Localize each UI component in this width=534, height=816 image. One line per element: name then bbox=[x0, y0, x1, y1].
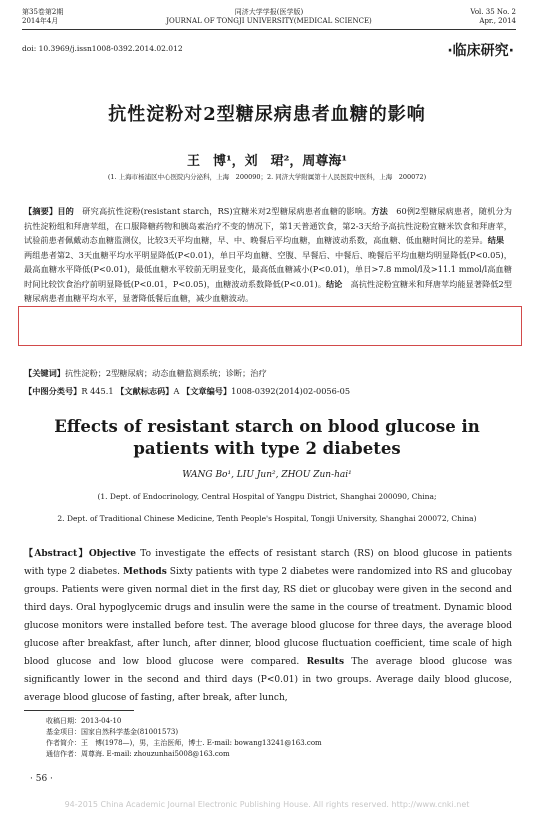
footnote-received: 收稿日期：2013-04-10 bbox=[46, 717, 122, 725]
abstract-en-results-label: Results bbox=[306, 657, 345, 667]
abstract-cn-methods: 60例2型糖尿病患者，随机分为抗性淀粉组和拜唐苹组，在口服降糖药物和胰岛素治疗不变的情况下，第1天普通饮食，第2-3天给予高抗性淀粉宜糖米饮食和拜唐苹，试验前患者佩戴动态血糖监测仪，比较3天平均血糖，早、中、晚餐后平均血糖，血糖波动系数，高血糖、低血糖时间比的差异。 bbox=[24, 206, 512, 245]
volume-en: Vol. 35 No. 2 bbox=[470, 8, 516, 16]
volume-cn: 第35卷第2期 bbox=[22, 8, 64, 16]
abstract-cn-lead: 【摘要】 bbox=[24, 206, 58, 216]
title-en bbox=[0, 416, 534, 460]
title-en-line-2: patients with type 2 diabetes bbox=[133, 439, 401, 458]
keywords-cn-text: 抗性淀粉；2型糖尿病；动态血糖监测系统；诊断；治疗 bbox=[64, 368, 267, 378]
doi: doi: 10.3969/j.issn1008-0392.2014.02.012 bbox=[22, 44, 183, 53]
date-cn: 2014年4月 bbox=[22, 17, 59, 25]
affiliation-cn: (1. 上海市杨浦区中心医院内分泌科，上海 200090；2. 同济大学附属第十人民医院中医科，上海 200072) bbox=[107, 173, 427, 181]
keywords-cn-label: 【关键词】 bbox=[24, 368, 65, 378]
header-journal bbox=[22, 8, 516, 26]
header-volume-en bbox=[470, 8, 516, 26]
title-en-line-1: Effects of resistant starch on blood glucose in bbox=[54, 417, 480, 436]
article-no-label: 【文章编号】 bbox=[182, 386, 232, 396]
abstract-cn-results: 两组患者第2、3天血糖平均水平明显降低(P<0.01)，单日平均血糖、空腹、早餐后、中餐后、晚餐后平均血糖均明显降低(P<0.05)，最高血糖水平降低(P<0.01)，最低血糖水平较前无明显变化，最高低血糖减小(P<0.01)，单日>7.8 mmol/l及>11.1 mmol/l高血糖时间比较饮食治疗前明显降低(P<0.01，P<0.05)，血糖波动系数降低(P<0.01)。 bbox=[24, 235, 513, 289]
keywords-cn bbox=[24, 368, 267, 379]
cnki-watermark: 94-2015 China Academic Journal Electronic Publishing House. All rights reserved. http://www.cnki.net bbox=[64, 800, 470, 809]
abstract-en-lead: 【Abstract】 bbox=[24, 549, 89, 559]
abstract-cn-objective: 研究高抗性淀粉(resistant starch，RS)宜糖米对2型糖尿病患者血糖的影响。 bbox=[73, 206, 372, 216]
classification-cn bbox=[24, 386, 350, 397]
footnote-funding: 基金项目：国家自然科学基金(81001573) bbox=[46, 728, 179, 736]
abstract-cn-results-label: 结果 bbox=[487, 235, 505, 245]
abstract-cn-methods-label: 方法 bbox=[371, 206, 388, 216]
title-cn: 抗性淀粉对2型糖尿病患者血糖的影响 bbox=[108, 104, 426, 125]
footnote-author-bio: 作者简介：王 博(1978—)，男，主治医师，博士. E-mail: bowang13241@163.com bbox=[46, 739, 322, 747]
doc-code-label: 【文献标志码】 bbox=[116, 386, 174, 396]
affiliation-en-2: 2. Dept. of Traditional Chinese Medicine, Tenth People's Hospital, Tongji University, Shanghai 200072, China) bbox=[57, 514, 477, 523]
authors-cn: 王 博¹，刘 珺²，周尊海¹ bbox=[186, 154, 348, 169]
abstract-en bbox=[24, 545, 512, 707]
doc-code-value: A bbox=[173, 386, 180, 396]
abstract-en-results: The average blood glucose was significantly lower in the second and third days (P<0.01) in two groups. Average daily blood glucose, average blood glucose of fasting, after break, after lunch, bbox=[24, 657, 512, 703]
journal-header bbox=[22, 8, 516, 30]
journal-name-cn: 同济大学学报(医学版) bbox=[234, 8, 304, 16]
date-en: Apr., 2014 bbox=[479, 17, 516, 25]
abstract-en-methods: Sixty patients with type 2 diabetes were randomized into RS and glucobay groups. Patients were given normal diet in the first day, RS diet or glucobay were given in the second and third days. Oral hypoglycemic drugs and insulin were the same in the course of treatment. Dynamic blood glucose monitors were installed before test. The average blood glucose for three days, the average blood glucose after breakfast, after lunch, after dinner, blood glucose fluctuation coefficient, time scale of high blood glucose and low blood glucose were compared. bbox=[24, 567, 512, 667]
footnote-corresponding: 通信作者：周尊海. E-mail: zhouzunhai5008@163.com bbox=[46, 750, 230, 758]
authors-en: WANG Bo¹, LIU Jun², ZHOU Zun-hai¹ bbox=[182, 470, 352, 480]
abstract-cn bbox=[24, 204, 512, 306]
article-no-value: 1008-0392(2014)02-0056-05 bbox=[231, 386, 351, 396]
highlight-annotation-box bbox=[18, 306, 522, 346]
abstract-en-objective-label: Objective bbox=[88, 549, 137, 559]
footnote-divider bbox=[24, 710, 134, 711]
abstract-cn-objective-label: 目的 bbox=[57, 206, 74, 216]
journal-name-en: JOURNAL OF TONGJI UNIVERSITY(MEDICAL SCIENCE) bbox=[166, 17, 372, 25]
footnotes bbox=[46, 716, 322, 760]
abstract-cn-conclusion-label: 结论 bbox=[325, 278, 343, 289]
page-number: · 56 · bbox=[30, 774, 53, 784]
clc-value: R 445.1 bbox=[81, 386, 114, 396]
abstract-en-objective: To investigate the effects of resistant starch (RS) on blood glucose in patients with type 2 diabetes. bbox=[24, 549, 512, 577]
abstract-en-methods-label: Methods bbox=[123, 567, 167, 577]
section-tag: ·临床研究· bbox=[447, 43, 514, 59]
affiliation-en-1: (1. Dept. of Endocrinology, Central Hospital of Yangpu District, Shanghai 200090, China; bbox=[97, 492, 437, 501]
abstract-cn-conclusion: 高抗性淀粉宜糖米和拜唐苹均能显著降低2型糖尿病患者血糖平均水平，显著降低餐后血糖，减少血糖波动。 bbox=[24, 278, 512, 303]
clc-label: 【中图分类号】 bbox=[24, 386, 82, 396]
